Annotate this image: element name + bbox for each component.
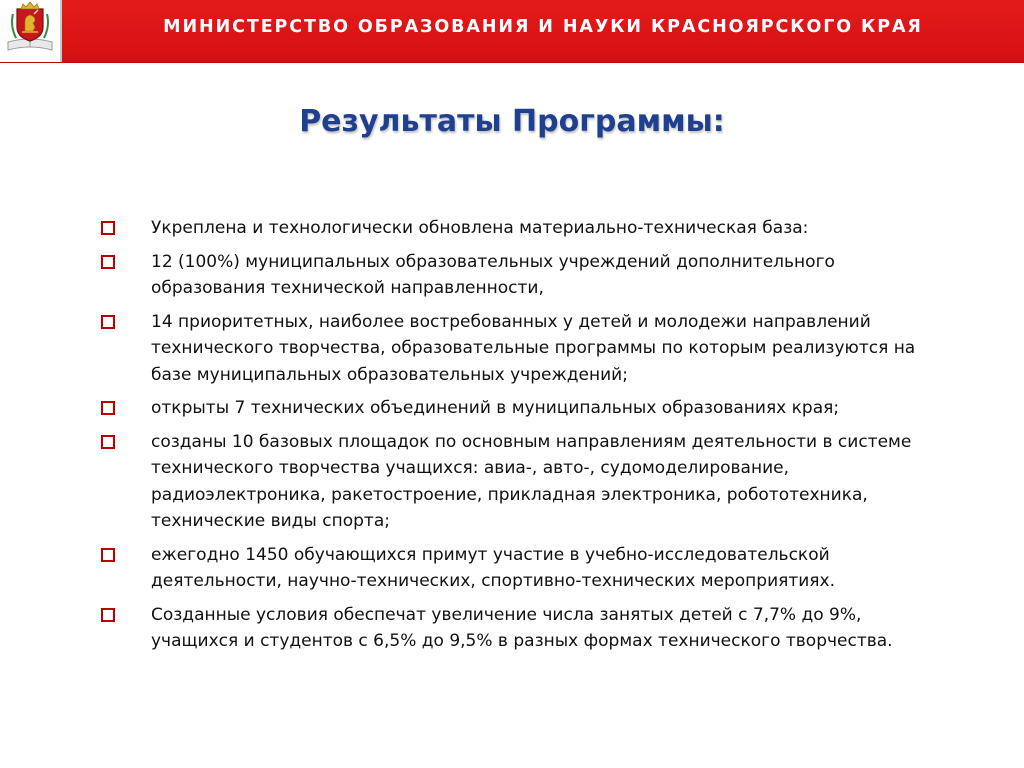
regional-coat-of-arms-icon [0, 0, 60, 60]
emblem-container [0, 0, 62, 62]
list-item-text: открыты 7 технических объединений в муниципальных образованиях края; [151, 398, 840, 418]
list-item-text: Созданные условия обеспечат увеличение числа занятых детей с 7,7% до 9%, учащихся и студентов с 6,5% до 9,5% в разных формах технического творчества. [151, 604, 893, 651]
results-list [100, 215, 940, 662]
list-item [100, 249, 940, 302]
list-item [100, 602, 940, 655]
list-item [100, 542, 940, 595]
list-item-text: 14 приоритетных, наиболее востребованных у детей и молодежи направлений технического творчества, образовательные программы по которым реализуются на базе муниципальных образовательных учреждений; [151, 311, 916, 385]
list-item-text: Укреплена и технологически обновлена материально-техническая база: [151, 218, 809, 238]
square-bullet-icon [101, 608, 115, 622]
square-bullet-icon [101, 435, 115, 449]
square-bullet-icon [101, 401, 115, 415]
list-item [100, 429, 940, 535]
ministry-title: МИНИСТЕРСТВО ОБРАЗОВАНИЯ И НАУКИ КРАСНОЯРСКОГО КРАЯ [163, 17, 923, 37]
page-title: Результаты Программы: [299, 104, 725, 139]
header-bar [0, 0, 1024, 63]
list-item-text: 12 (100%) муниципальных образовательных учреждений дополнительного образования технической направленности, [151, 251, 835, 298]
square-bullet-icon [101, 315, 115, 329]
square-bullet-icon [101, 221, 115, 235]
list-item-text: созданы 10 базовых площадок по основным направлениям деятельности в системе технического творчества учащихся: авиа-, авто-, судомоделирование, радиоэлектроника, ракетостроение, прикладная электроника, робототехника, технические виды спорта; [151, 431, 912, 531]
list-item-text: ежегодно 1450 обучающихся примут участие в учебно-исследовательской деятельности, научно-технических, спортивно-технических мероприятиях. [151, 544, 836, 591]
list-item [100, 309, 940, 389]
square-bullet-icon [101, 548, 115, 562]
list-item [100, 215, 940, 242]
list-item [100, 395, 940, 422]
square-bullet-icon [101, 255, 115, 269]
